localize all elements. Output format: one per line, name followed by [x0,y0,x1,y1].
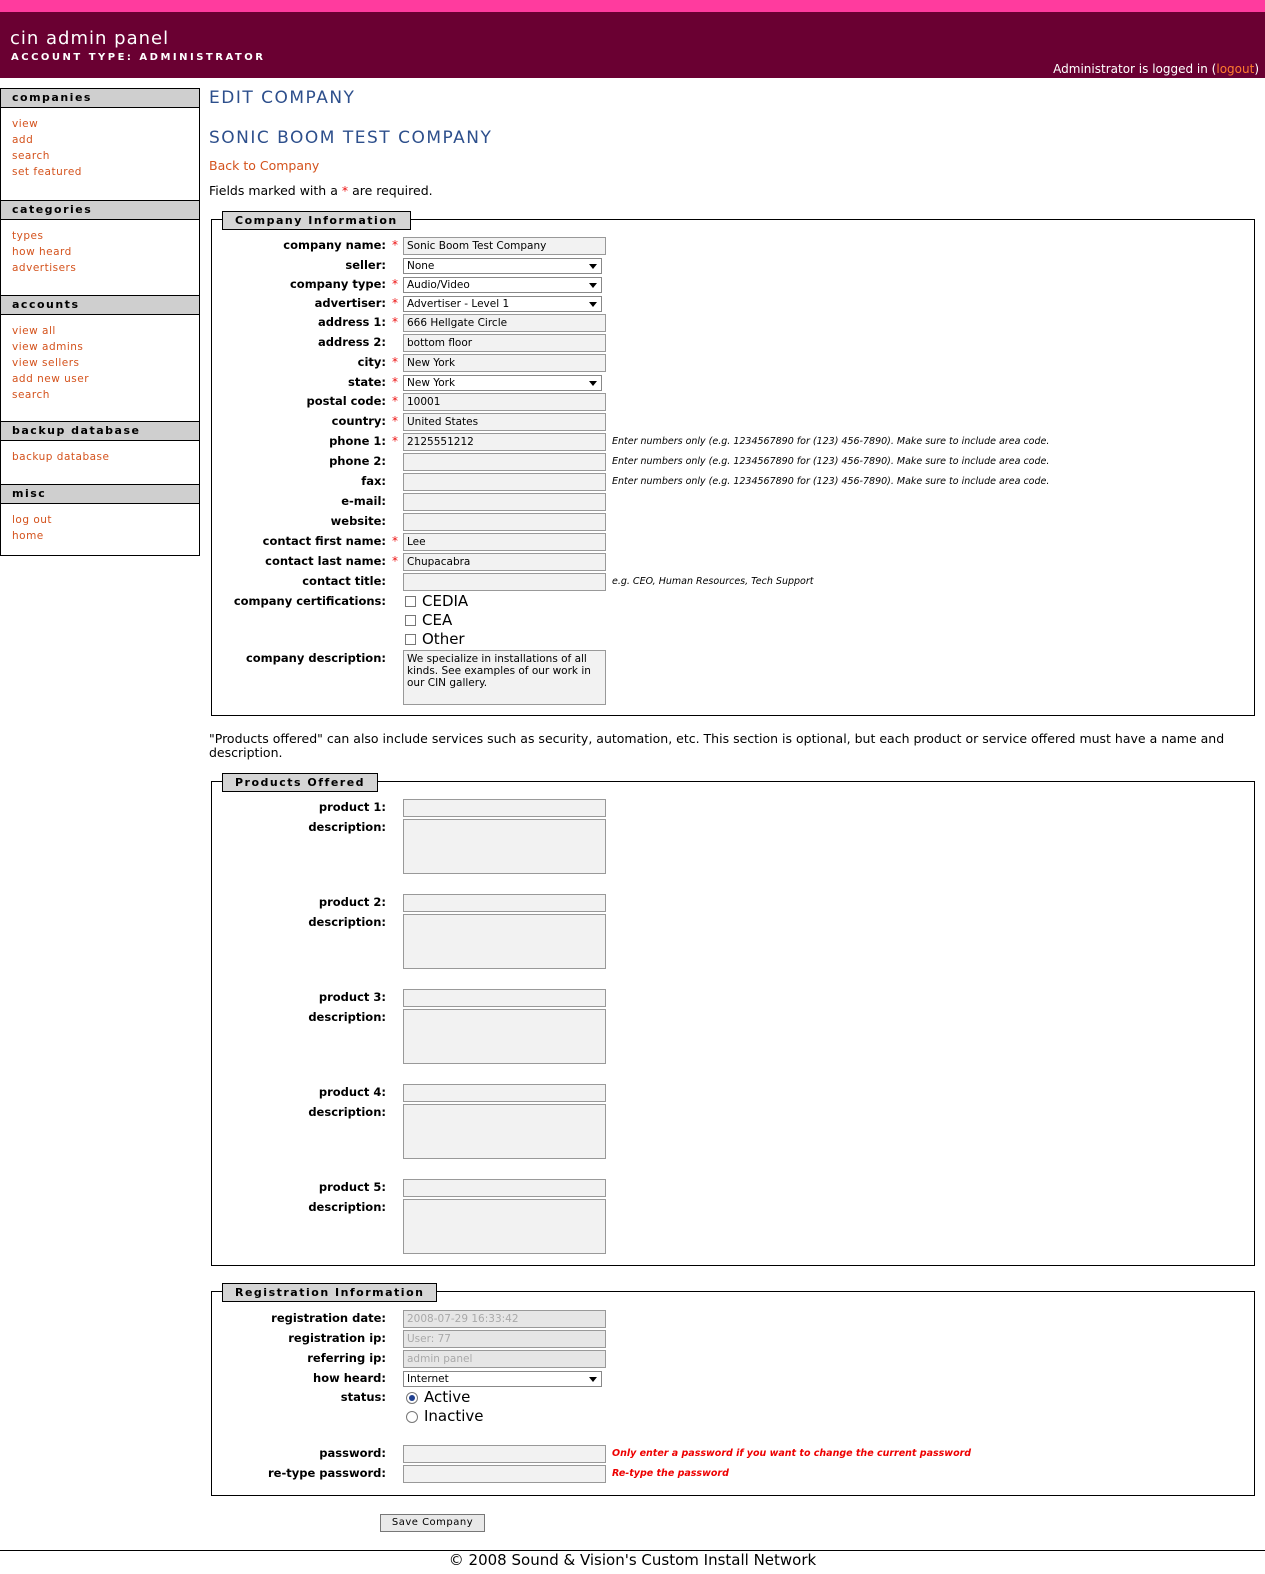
field-label: phone 1: [329,434,386,448]
required-star: * [392,296,398,310]
checkbox-label: CEDIA [422,592,469,610]
field-label: company name: [283,238,386,252]
required-star: * [392,414,398,428]
seller-select[interactable] [403,258,602,274]
sidebar-heading: backup database [1,421,199,441]
status-inactive-radio[interactable] [406,1411,418,1423]
fieldset-legend: Registration Information [222,1283,437,1302]
registration-ip-input: User: 77 [403,1330,606,1348]
chevron-down-icon [589,381,597,386]
row-contact-first [212,533,1252,551]
field-label: phone 2: [329,454,386,468]
product2-description-textarea[interactable] [403,914,606,969]
sidebar-item-search[interactable]: search [12,389,50,401]
country-input[interactable]: United States [403,413,606,431]
chevron-down-icon [589,302,597,307]
row-description [212,650,1252,708]
row-email [212,493,1252,511]
advertiser-select[interactable] [403,296,602,312]
row-company-name [212,237,1252,255]
product4-description-textarea[interactable] [403,1104,606,1159]
sidebar-section-backup [1,421,199,484]
field-label: product 5: [318,1180,386,1194]
sidebar-item-view-admins[interactable]: view admins [12,341,84,353]
required-star: * [392,315,398,329]
city-input[interactable]: New York [403,354,606,372]
sidebar-heading: accounts [1,295,199,315]
company-type-select[interactable] [403,277,602,293]
contact-last-name-input[interactable]: Chupacabra [403,553,606,571]
field-label: description: [308,1200,386,1214]
fax-input[interactable] [403,473,606,491]
company-information-fieldset [211,214,1255,716]
other-checkbox[interactable] [405,634,416,645]
field-label: registration ip: [288,1331,386,1345]
checkbox-label: Other [422,630,465,648]
product1-description-textarea[interactable] [403,819,606,874]
app-title: cin admin panel [10,28,170,49]
field-label: description: [308,915,386,929]
sidebar-item-types[interactable]: types [12,230,44,242]
field-label: fax: [361,474,386,488]
field-label: state: [348,375,386,389]
required-star: * [392,277,398,291]
product-row [212,894,1252,912]
field-label: registration date: [271,1311,386,1325]
radio-label: Active [424,1388,471,1406]
sidebar [0,88,200,556]
required-star: * [341,183,349,198]
email-input[interactable] [403,493,606,511]
field-label: status: [340,1390,386,1404]
row-country [212,413,1252,431]
product-row [212,989,1252,1007]
address2-input[interactable]: bottom floor [403,334,606,352]
description-row [212,1104,1252,1160]
field-label: city: [357,355,386,369]
required-star: * [392,394,398,408]
save-company-button[interactable]: Save Company [380,1514,485,1532]
sidebar-item-view-all[interactable]: view all [12,325,56,337]
row-website [212,513,1252,531]
product-row [212,1084,1252,1102]
row-address1 [212,314,1252,332]
required-star: * [392,534,398,548]
field-label: referring ip: [307,1351,386,1365]
product-row [212,1179,1252,1197]
field-label: description: [308,1105,386,1119]
field-label: advertiser: [314,296,386,310]
sidebar-section-accounts [1,295,199,421]
description-row [212,914,1252,970]
row-registration-ip [212,1330,1252,1348]
postal-code-input[interactable]: 10001 [403,393,606,411]
required-star: * [392,375,398,389]
company-name-input[interactable]: Sonic Boom Test Company [403,237,606,255]
sidebar-heading: companies [1,88,199,108]
field-label: password: [319,1446,386,1460]
sidebar-item-search[interactable]: search [12,150,50,162]
website-input[interactable] [403,513,606,531]
sidebar-item-backup-database[interactable]: backup database [12,451,110,463]
row-company-type [212,276,1252,294]
product-row [212,799,1252,817]
chevron-down-icon [589,1377,597,1382]
field-label: website: [330,514,386,528]
row-phone2 [212,453,1252,471]
row-address2 [212,334,1252,352]
phone1-input[interactable]: 2125551212 [403,433,606,451]
field-label: product 2: [318,895,386,909]
radio-label: Inactive [424,1407,484,1425]
field-label: company description: [245,651,386,665]
sidebar-item-view[interactable]: view [12,118,39,130]
status-active-radio[interactable] [406,1392,418,1404]
required-star: * [392,434,398,448]
select-value: Audio/Video [407,279,470,291]
field-label: how heard: [313,1371,386,1385]
row-contact-title [212,573,1252,591]
field-label: contact last name: [265,554,386,568]
field-label: postal code: [306,394,386,408]
fieldset-legend: Company Information [222,211,411,230]
phone-hint: Enter numbers only (e.g. 1234567890 for (123) 456-7890). Make sure to include area code. [612,436,1050,447]
field-label: country: [331,414,386,428]
product3-input[interactable] [403,989,606,1007]
field-label: address 2: [318,335,386,349]
row-phone1 [212,433,1252,451]
sidebar-section-companies [1,88,199,200]
required-star: * [392,554,398,568]
row-retype-password [212,1465,1252,1483]
sidebar-item-advertisers[interactable]: advertisers [12,262,77,274]
logout-link[interactable]: logout [1216,62,1255,76]
sidebar-item-log-out[interactable]: log out [12,514,53,526]
chevron-down-icon [589,283,597,288]
products-note: "Products offered" can also include services such as security, automation, etc. This section is optional, but each product or service offered must have a name and description. [209,731,1225,760]
select-value: Advertiser - Level 1 [407,298,510,310]
account-type: ACCOUNT TYPE: ADMINISTRATOR [11,52,266,63]
retype-password-input[interactable] [403,1465,606,1483]
sidebar-item-add[interactable]: add [12,134,34,146]
field-label: description: [308,820,386,834]
products-offered-fieldset [211,776,1255,1266]
select-value: New York [407,377,456,389]
required-note [209,183,433,198]
row-registration-date [212,1310,1252,1328]
field-label: product 3: [318,990,386,1004]
phone2-input[interactable] [403,453,606,471]
back-to-company-link[interactable]: Back to Company [209,158,320,173]
description-row [212,1009,1252,1065]
row-city [212,354,1252,372]
select-value: Internet [407,1373,449,1385]
description-row [212,819,1252,875]
field-label: company type: [289,277,386,291]
row-referring-ip [212,1350,1252,1368]
login-status [1053,62,1259,76]
product4-input[interactable] [403,1084,606,1102]
retype-hint: Re-type the password [612,1468,729,1479]
required-suffix: are required. [348,183,433,198]
description-row [212,1199,1252,1255]
field-label: re-type password: [268,1466,386,1480]
company-title: SONIC BOOM TEST COMPANY [209,128,493,148]
fieldset-legend: Products Offered [222,773,378,792]
product1-input[interactable] [403,799,606,817]
row-postal-code [212,393,1252,411]
how-heard-select[interactable] [403,1371,602,1387]
page-title: EDIT COMPANY [209,88,356,108]
product3-description-textarea[interactable] [403,1009,606,1064]
sidebar-item-home[interactable]: home [12,530,44,542]
field-label: address 1: [318,315,386,329]
product5-description-textarea[interactable] [403,1199,606,1254]
row-contact-last [212,553,1252,571]
row-certifications [212,593,1252,653]
row-fax [212,473,1252,491]
phone-hint: Enter numbers only (e.g. 1234567890 for (123) 456-7890). Make sure to include area code. [612,456,1050,467]
row-advertiser [212,295,1252,313]
contact-title-input[interactable] [403,573,606,591]
product2-input[interactable] [403,894,606,912]
state-select[interactable] [403,375,602,391]
required-prefix: Fields marked with a [209,183,342,198]
row-state [212,374,1252,392]
sidebar-heading: categories [1,200,199,220]
field-label: contact title: [302,574,386,588]
login-text: Administrator is logged in ( [1053,62,1217,76]
row-seller [212,257,1252,275]
field-label: description: [308,1010,386,1024]
phone-hint: Enter numbers only (e.g. 1234567890 for (123) 456-7890). Make sure to include area code. [612,476,1050,487]
sidebar-item-view-sellers[interactable]: view sellers [12,357,80,369]
sidebar-section-categories [1,200,199,295]
sidebar-item-set-featured[interactable]: set featured [12,166,82,178]
title-hint: e.g. CEO, Human Resources, Tech Support [612,576,814,587]
field-label: e-mail: [341,494,386,508]
cea-checkbox[interactable] [405,615,416,626]
field-label: product 1: [318,800,386,814]
contact-first-name-input[interactable]: Lee [403,533,606,551]
row-password [212,1445,1252,1463]
select-value: None [407,260,435,272]
required-star: * [392,355,398,369]
registration-date-input: 2008-07-29 16:33:42 [403,1310,606,1328]
login-suffix: ) [1254,62,1259,76]
referring-ip-input: admin panel [403,1350,606,1368]
sidebar-item-how-heard[interactable]: how heard [12,246,72,258]
checkbox-label: CEA [422,611,453,629]
row-how-heard [212,1370,1252,1388]
chevron-down-icon [589,264,597,269]
field-label: seller: [345,258,386,272]
sidebar-section-misc [1,484,199,544]
row-status [212,1389,1252,1429]
header [0,12,1265,78]
product5-input[interactable] [403,1179,606,1197]
field-label: company certifications: [233,594,386,608]
field-label: product 4: [318,1085,386,1099]
password-input[interactable] [403,1445,606,1463]
top-stripe [0,0,1265,12]
password-hint: Only enter a password if you want to change the current password [612,1448,972,1459]
required-star: * [392,238,398,252]
sidebar-item-add-new-user[interactable]: add new user [12,373,90,385]
cedia-checkbox[interactable] [405,596,416,607]
address1-input[interactable]: 666 Hellgate Circle [403,314,606,332]
footer-copyright: © 2008 Sound & Vision's Custom Install Network [448,1551,817,1569]
registration-information-fieldset [211,1286,1255,1496]
field-label: contact first name: [262,534,386,548]
company-description-textarea[interactable]: We specialize in installations of all kinds. See examples of our work in our CIN gallery. [403,650,606,705]
sidebar-heading: misc [1,484,199,504]
